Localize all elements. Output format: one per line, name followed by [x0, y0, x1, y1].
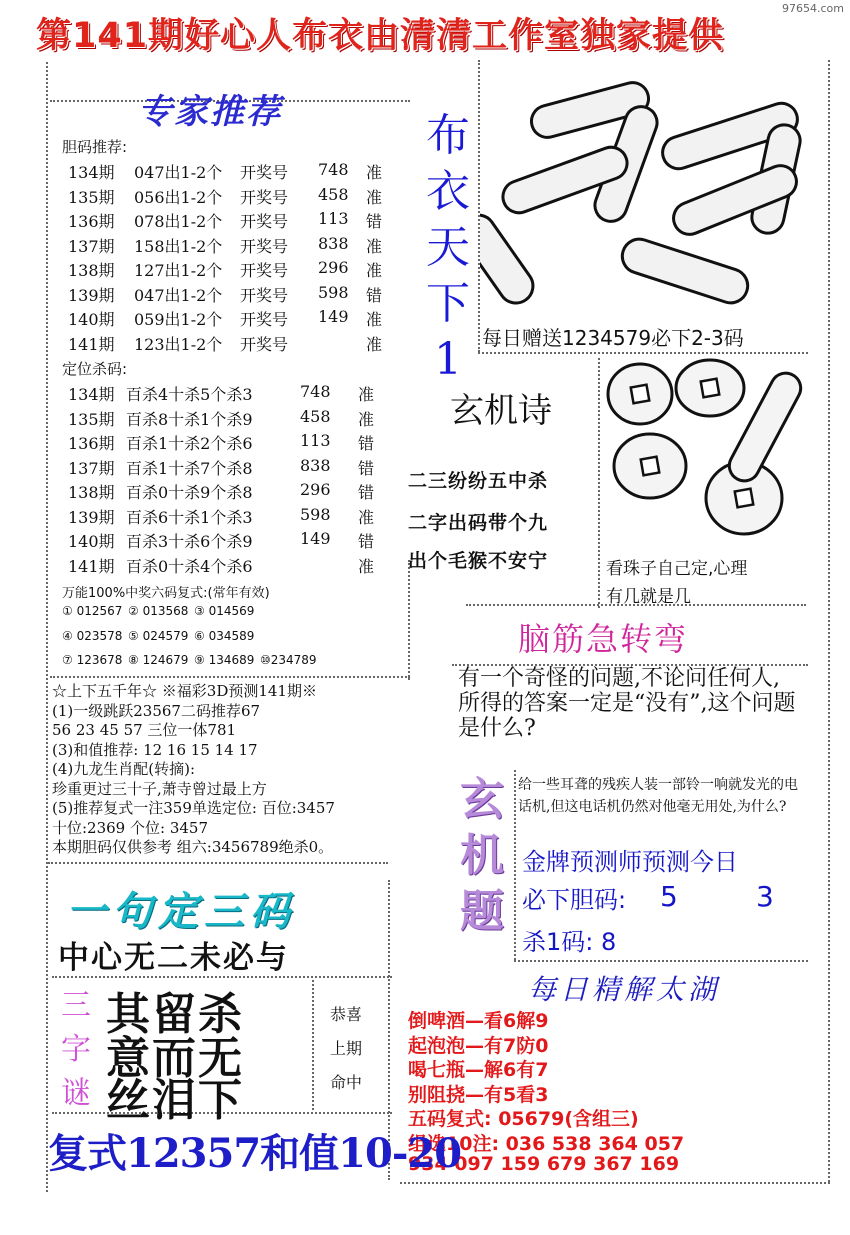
- period-cell: 141期: [68, 556, 115, 576]
- pick-cell: 158出1-2个: [134, 236, 223, 256]
- gold-line1: 金牌预测师预测今日: [522, 848, 738, 876]
- num-cell: 838: [300, 455, 331, 475]
- result-cell: 准: [366, 334, 383, 354]
- wanneng-item: ⑨ 134689: [194, 653, 255, 667]
- forecast-line: (1)一级跳跃23567二码推荐67: [52, 701, 261, 720]
- watermark: 97654.com: [782, 2, 844, 15]
- buyi-char: 下: [426, 278, 470, 329]
- buyi-char: 布: [426, 110, 470, 161]
- wanneng-item: ⑤ 024579: [128, 628, 189, 643]
- result-cell: 准: [366, 261, 383, 280]
- forecast-line: (3)和值推荐: 12 16 15 14 17: [52, 740, 258, 759]
- kill-row: [68, 431, 398, 453]
- taihu-line: 起泡泡—有7防0: [408, 1034, 549, 1057]
- dan-row: [68, 307, 398, 329]
- poem-line: 出个毛猴不安宁: [408, 550, 549, 572]
- expert-title: 专家推荐: [138, 92, 282, 132]
- forecast-line: 56 23 45 57 三位一体781: [52, 721, 237, 739]
- result-cell: 准: [366, 310, 383, 329]
- riddle-line: 其留杀: [106, 989, 244, 1040]
- divider: [514, 770, 516, 960]
- result-cell: 准: [358, 385, 375, 404]
- dan-row: [68, 283, 398, 305]
- beads-caption: 有几就是几: [606, 587, 691, 607]
- result-cell: 准: [366, 236, 383, 256]
- dan-row: [68, 185, 398, 207]
- period-cell: 140期: [68, 532, 115, 551]
- poem-title: 玄机诗: [450, 391, 552, 431]
- num-cell: 748: [300, 382, 331, 401]
- num-cell: 149: [300, 529, 331, 548]
- divider: [312, 980, 314, 1110]
- result-cell: 准: [358, 507, 375, 527]
- pick-cell: 056出1-2个: [134, 187, 223, 207]
- period-cell: 137期: [68, 458, 115, 478]
- pick-cell: 百杀1十杀2个杀6: [126, 434, 253, 453]
- period-cell: 137期: [68, 236, 115, 256]
- congrats-text: 命中: [329, 1073, 362, 1092]
- label-cell: 开奖号: [240, 310, 289, 329]
- period-cell: 134期: [68, 385, 115, 404]
- pick-cell: 059出1-2个: [134, 310, 223, 329]
- forecast-line: (4)九龙生肖配(转摘):: [52, 760, 196, 778]
- buyi-char: 1: [434, 334, 462, 385]
- result-cell: 错: [366, 212, 383, 231]
- congrats-text: 上期: [329, 1039, 362, 1058]
- period-cell: 135期: [68, 409, 115, 429]
- pick-cell: 078出1-2个: [134, 212, 223, 231]
- gift-text: 每日赠送1234579必下2-3码: [482, 326, 744, 350]
- taihu-line: 组选10注: 036 538 364 057: [408, 1132, 685, 1155]
- label-cell: 开奖号: [240, 334, 289, 354]
- period-cell: 138期: [68, 261, 115, 280]
- kill-row: [68, 554, 398, 576]
- fushi-text: 复式12357和值10-20: [48, 1130, 462, 1177]
- dan-row: [68, 258, 398, 280]
- page-title: 第141期好心人布衣由清清工作室独家提供: [36, 16, 725, 56]
- num-cell: 748: [318, 160, 349, 179]
- pick-cell: 百杀0十杀9个杀8: [126, 483, 253, 502]
- poem-line: 二字出码带个九: [408, 512, 549, 534]
- yiju-phrase: 中心无二未必与: [58, 940, 289, 976]
- period-cell: 140期: [68, 310, 115, 329]
- wanneng-label: 万能100%中奖六码复式:(常年有效): [62, 586, 270, 601]
- coins-illustration: [600, 358, 808, 548]
- brain-question: 有一个奇怪的问题,不论问任何人,所得的答案一定是“没有”,这个问题是什么?: [458, 666, 796, 741]
- period-cell: 134期: [68, 163, 115, 182]
- congrats-text: 恭喜: [329, 1005, 362, 1024]
- gold-line3: 杀1码: 8: [522, 928, 617, 956]
- pick-cell: 百杀8十杀1个杀9: [126, 409, 253, 429]
- taihu-line: 喝七瓶—解6有7: [408, 1059, 549, 1081]
- pick-cell: 百杀0十杀4个杀6: [126, 556, 253, 576]
- dan-row: [68, 160, 398, 182]
- num-cell: 296: [300, 480, 331, 499]
- divider: [408, 560, 410, 680]
- pearls-illustration: [480, 64, 820, 320]
- brain-title: 脑筋急转弯: [518, 620, 689, 658]
- pick-cell: 百杀4十杀5个杀3: [126, 385, 253, 404]
- result-cell: 错: [358, 434, 375, 453]
- label-cell: 开奖号: [240, 187, 289, 207]
- kill-row: [68, 505, 398, 527]
- num-cell: 598: [300, 504, 331, 524]
- dan-row: [68, 234, 398, 256]
- wanneng-item: ⑥ 034589: [194, 628, 255, 643]
- forecast-line: 十位:2369 个位: 3457: [52, 818, 208, 837]
- pick-cell: 047出1-2个: [134, 285, 223, 305]
- szm-char: 字: [61, 1032, 91, 1067]
- buyi-vertical: [420, 108, 476, 388]
- xjt-char: 题: [460, 886, 504, 937]
- num-cell: 458: [300, 406, 331, 426]
- szm-char: 谜: [61, 1076, 91, 1111]
- xuanji-question: 给一些耳聋的残疾人装一部铃一响就发光的电话机,但这电话机仍然对他毫无用处,为什么?: [518, 777, 798, 815]
- taihu-title: 每日精解太湖: [528, 973, 721, 1006]
- buyi-char: 天: [426, 222, 470, 273]
- yiju-title: 一句定三码: [66, 888, 296, 935]
- gold-dan-b: 3: [756, 880, 774, 913]
- wanneng-item: ② 013568: [128, 604, 189, 618]
- label-cell: 开奖号: [240, 212, 289, 231]
- wanneng-item: ⑧ 124679: [128, 653, 189, 667]
- result-cell: 准: [366, 187, 383, 207]
- buyi-char: 衣: [426, 166, 470, 217]
- pick-cell: 百杀3十杀6个杀9: [126, 532, 253, 551]
- forecast-line: 珍重更过三十子,萧寺曾过最上方: [52, 779, 267, 798]
- result-cell: 错: [358, 483, 375, 502]
- period-cell: 136期: [68, 212, 115, 231]
- taihu-line: 倒啤酒—看6解9: [408, 1010, 549, 1032]
- congrats-block: [326, 998, 366, 1100]
- result-cell: 错: [358, 532, 375, 551]
- divider: [478, 352, 808, 354]
- num-cell: 149: [318, 307, 349, 326]
- beads-caption: 看珠子自己定,心理: [606, 559, 748, 579]
- kill-row: [68, 382, 398, 404]
- pick-cell: 127出1-2个: [134, 261, 223, 280]
- divider: [828, 60, 830, 1182]
- kill-label: 定位杀码:: [62, 360, 128, 378]
- divider: [50, 676, 410, 678]
- kill-row: [68, 480, 398, 502]
- taihu-line: 934 097 159 679 367 169: [408, 1153, 680, 1175]
- forecast-line: (5)推荐复式一注359单选定位: 百位:3457: [52, 799, 335, 817]
- divider: [46, 62, 48, 872]
- dan-row: [68, 209, 398, 231]
- label-cell: 开奖号: [240, 236, 289, 256]
- divider: [400, 1182, 830, 1184]
- xuanji-ti-vertical: [452, 772, 512, 940]
- kill-row: [68, 529, 398, 551]
- szm-char: 三: [61, 988, 91, 1023]
- label-cell: 开奖号: [240, 285, 289, 305]
- pick-cell: 百杀6十杀1个杀3: [126, 507, 253, 527]
- wanneng-item: ③ 014569: [194, 604, 255, 618]
- szm-vertical: [56, 984, 96, 1116]
- result-cell: 准: [358, 409, 375, 429]
- xjt-char: 玄: [460, 774, 504, 825]
- taihu-line: 别阻挠—有5看3: [408, 1083, 549, 1106]
- result-cell: 错: [366, 285, 383, 305]
- wanneng-item: ④ 023578: [62, 628, 123, 643]
- result-cell: 准: [358, 556, 375, 576]
- wanneng-item: ⑦ 123678: [62, 653, 123, 667]
- label-cell: 开奖号: [240, 261, 289, 280]
- wanneng-item: ⑩234789: [260, 653, 317, 667]
- xjt-char: 机: [460, 830, 504, 881]
- label-cell: 开奖号: [240, 163, 289, 182]
- pick-cell: 123出1-2个: [134, 334, 223, 354]
- gold-dan-a: 5: [660, 880, 678, 913]
- period-cell: 135期: [68, 187, 115, 207]
- forecast-line: 本期胆码仅供参考 组六:3456789绝杀0。: [52, 838, 334, 856]
- taihu-line: 五码复式: 05679(含组三): [408, 1108, 639, 1130]
- forecast-line: ☆上下五千年☆ ※福彩3D预测141期※: [52, 682, 317, 700]
- pick-cell: 百杀1十杀7个杀8: [126, 458, 253, 478]
- kill-row: [68, 407, 398, 429]
- dan-row: [68, 332, 398, 354]
- num-cell: 296: [318, 258, 349, 277]
- period-cell: 141期: [68, 334, 115, 354]
- period-cell: 139期: [68, 285, 115, 305]
- num-cell: 113: [318, 209, 349, 228]
- num-cell: 458: [318, 184, 349, 204]
- period-cell: 139期: [68, 507, 115, 527]
- result-cell: 准: [366, 163, 383, 182]
- period-cell: 138期: [68, 483, 115, 502]
- kill-row: [68, 456, 398, 478]
- pick-cell: 047出1-2个: [134, 163, 223, 182]
- gold-line2-label: 必下胆码:: [522, 886, 627, 914]
- result-cell: 错: [358, 458, 375, 478]
- poem-line: 二三纷纷五中杀: [408, 470, 549, 492]
- wanneng-item: ① 012567: [62, 604, 123, 618]
- divider: [48, 862, 388, 864]
- num-cell: 598: [318, 282, 349, 302]
- riddle-line: 意而无: [106, 1033, 244, 1084]
- num-cell: 838: [318, 233, 349, 253]
- divider: [514, 960, 808, 962]
- period-cell: 136期: [68, 434, 115, 453]
- riddle-line: 丝泪下: [106, 1075, 244, 1126]
- dan-label: 胆码推荐:: [62, 138, 128, 156]
- num-cell: 113: [300, 431, 331, 450]
